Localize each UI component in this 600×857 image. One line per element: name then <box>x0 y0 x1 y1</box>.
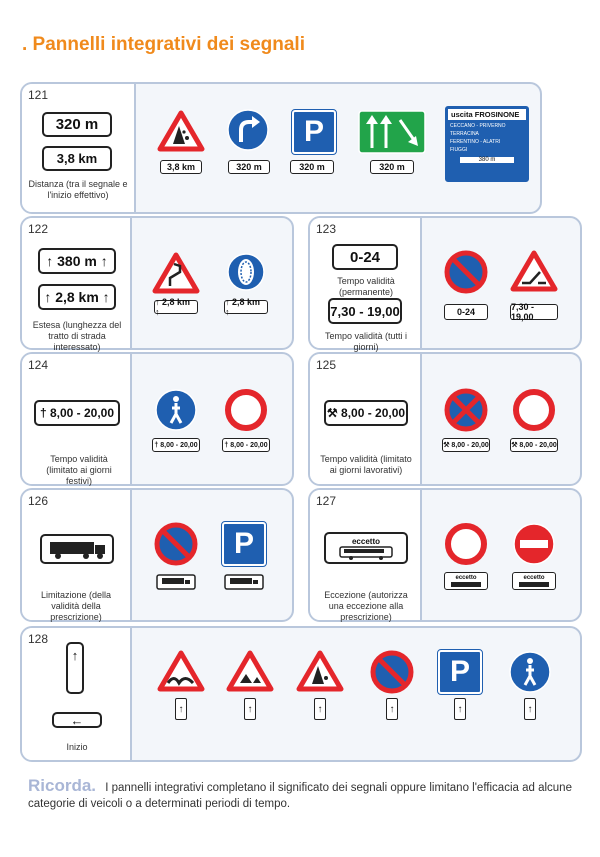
small-exception-panel <box>512 572 556 590</box>
section-number: 122 <box>28 222 49 236</box>
section-128 <box>20 626 582 762</box>
start-pole-panel: ↑ <box>454 698 466 720</box>
section-caption: Tempo validità (limitato ai giorni festivi) <box>46 454 112 486</box>
exit-sign-distance: 380 m <box>460 157 514 163</box>
no-transit-icon <box>444 522 488 566</box>
section-number: 124 <box>28 358 49 372</box>
section-caption: Estesa (lunghezza del tratto di strada interessato) <box>32 320 122 352</box>
small-distance-panel: 3,8 km <box>160 160 202 174</box>
exit-sign-line: FERENTINO - ALATRI <box>450 139 501 145</box>
double-bend-warning-icon <box>152 252 200 294</box>
section-121 <box>20 82 542 214</box>
section-caption: Tempo validità (limitato ai giorni lavorativi) <box>320 454 412 475</box>
start-pole-panel: ↑ <box>314 698 326 720</box>
small-truck-panel-icon <box>156 574 196 590</box>
uneven-road-warning-icon <box>157 650 205 692</box>
section-number: 125 <box>316 358 337 372</box>
small-extent-panel: ↑ 2,8 km ↑ <box>224 300 268 314</box>
exception-panel <box>324 532 408 564</box>
no-parking-icon <box>370 650 414 694</box>
small-holiday-panel: † 8,00 - 20,00 <box>222 438 270 452</box>
start-pole-panel: ↑ <box>386 698 398 720</box>
small-workday-panel: ⚒ 8,00 - 20,00 <box>510 438 558 452</box>
section-caption: Eccezione (autorizza una eccezione alla prescrizione) <box>324 590 408 622</box>
ricorda-label: Ricorda. <box>28 776 97 795</box>
small-workday-panel: ⚒ 8,00 - 20,00 <box>442 438 490 452</box>
parking-sign-icon: P <box>222 522 266 566</box>
falling-rocks-warning-icon <box>157 110 205 152</box>
time-panel: 0-24 <box>332 244 398 270</box>
snow-chains-icon <box>226 252 266 292</box>
small-distance-panel: 320 m <box>228 160 270 174</box>
section-number: 127 <box>316 494 337 508</box>
section-124 <box>20 352 294 486</box>
bus-icon <box>450 581 482 588</box>
extent-panel: ↑ 380 m ↑ <box>38 248 116 274</box>
time-panel: 7,30 - 19,00 <box>328 298 402 324</box>
section-caption: Tempo validità (permanente) <box>337 276 395 297</box>
page-title: . Pannelli integrativi dei segnali <box>22 34 305 55</box>
workday-time-panel: ⚒ 8,00 - 20,00 <box>324 400 408 426</box>
truck-panel-icon <box>40 534 114 564</box>
extent-panel: ↑ 2,8 km ↑ <box>38 284 116 310</box>
start-pole-panel: ↑ <box>524 698 536 720</box>
small-truck-panel-icon <box>224 574 264 590</box>
exit-sign-line: CECCANO - PRIVERNO <box>450 123 506 129</box>
small-extent-panel: ↑ 2,8 km ↑ <box>154 300 198 314</box>
no-transit-icon <box>512 388 556 432</box>
parking-sign-icon: P <box>438 650 482 694</box>
section-caption: Limitazione (della validità della prescrizione) <box>40 590 112 622</box>
start-vertical-panel: ↑ <box>66 642 84 694</box>
section-number: 126 <box>28 494 49 508</box>
small-holiday-panel: † 8,00 - 20,00 <box>152 438 200 452</box>
rockfall-road-warning-icon <box>226 650 274 692</box>
section-number: 123 <box>316 222 337 236</box>
section-125 <box>308 352 582 486</box>
lane-arrows-icon <box>358 110 426 154</box>
turn-right-arrow-icon <box>226 108 270 152</box>
start-horizontal-panel: ← <box>52 712 102 728</box>
holiday-time-panel: † 8,00 - 20,00 <box>34 400 120 426</box>
section-122 <box>20 216 294 350</box>
section-126 <box>20 488 294 622</box>
small-distance-panel: 320 m <box>290 160 334 174</box>
no-stopping-icon <box>444 388 488 432</box>
section-127 <box>308 488 582 622</box>
no-parking-icon <box>154 522 198 566</box>
ricorda-text: I pannelli integrativi completano il significato dei segnali oppure limitano l'efficacia ad alcune categorie di veicoli o a determinati periodi di tempo. <box>28 782 572 810</box>
section-caption: Tempo validità (tutti i giorni) <box>324 331 408 352</box>
small-exception-panel <box>444 572 488 590</box>
pedestrian-path-icon <box>154 388 198 432</box>
exit-sign-line: FIUGGI <box>450 147 468 153</box>
bus-icon <box>518 581 550 588</box>
exception-label: eccetto <box>523 574 545 581</box>
section-123 <box>308 216 582 350</box>
no-transit-icon <box>224 388 268 432</box>
start-pole-panel: ↑ <box>244 698 256 720</box>
section-caption: Inizio <box>66 742 88 752</box>
section-number: 128 <box>28 632 49 646</box>
small-time-panel: 7,30 - 19,00 <box>510 304 558 320</box>
section-number: 121 <box>28 88 49 102</box>
section-caption: Distanza (tra il segnale e l'inizio effettivo) <box>28 179 128 200</box>
bus-icon <box>339 546 393 560</box>
distance-panel: 3,8 km <box>42 146 112 171</box>
distance-panel: 320 m <box>42 112 112 137</box>
exit-sign-header: uscita FROSINONE <box>448 109 526 120</box>
pedestrian-path-icon <box>508 650 552 694</box>
exception-label: eccetto <box>351 536 380 546</box>
ricorda-note <box>28 778 578 812</box>
motorway-exit-sign <box>445 106 529 182</box>
exception-label: eccetto <box>455 574 477 581</box>
no-parking-icon <box>444 250 488 294</box>
no-entry-icon <box>512 522 556 566</box>
start-pole-panel: ↑ <box>175 698 187 720</box>
small-distance-panel: 320 m <box>370 160 414 174</box>
drawbridge-warning-icon <box>510 250 558 292</box>
exit-sign-line: TERRACINA <box>450 131 479 137</box>
parking-sign-icon: P <box>292 110 336 154</box>
falling-rocks-warning-icon <box>296 650 344 692</box>
small-time-panel: 0-24 <box>444 304 488 320</box>
